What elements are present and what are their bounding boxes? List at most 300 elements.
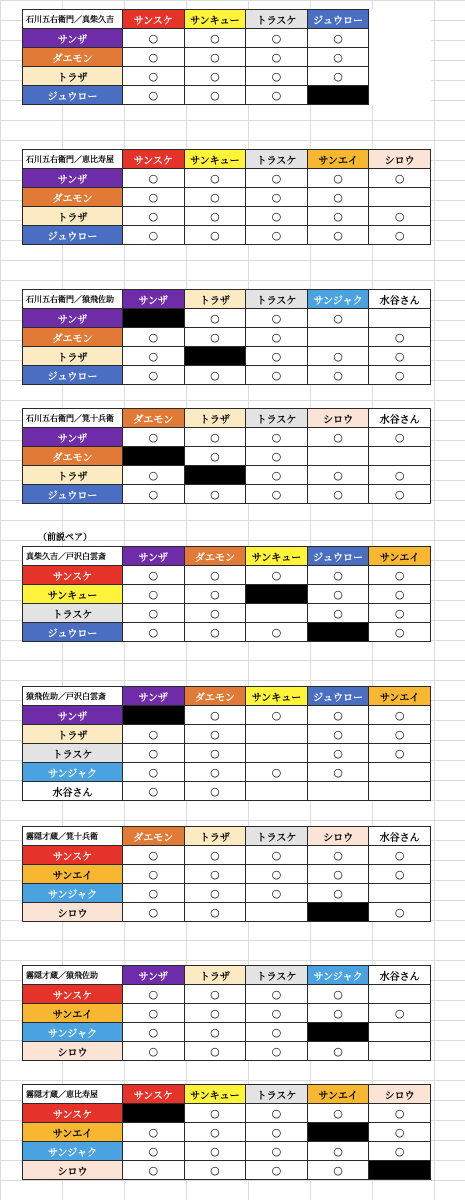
table-cell: ○ bbox=[246, 706, 308, 725]
row-header: 水谷さん bbox=[23, 782, 123, 801]
table-cell: ○ bbox=[123, 846, 185, 865]
table-row bbox=[23, 309, 431, 328]
table-title: 真柴久吉／戸沢白雲斎 bbox=[23, 547, 123, 566]
row-header: サンキュー bbox=[23, 585, 123, 604]
table-row bbox=[23, 328, 431, 347]
table-row bbox=[23, 169, 431, 188]
row-header: サンジャク bbox=[23, 1142, 123, 1161]
table-title: 石川五右衛門／恵比寿屋 bbox=[23, 150, 123, 169]
table-cell: ○ bbox=[123, 207, 185, 226]
table-cell: ○ bbox=[246, 447, 308, 466]
table-cell: ○ bbox=[307, 1104, 369, 1123]
row-header: ジュウロー bbox=[23, 485, 123, 504]
table-title: 石川五右衛門／猿飛佐助 bbox=[23, 290, 123, 309]
table-cell: ○ bbox=[123, 985, 185, 1004]
table-cell: ○ bbox=[307, 585, 369, 604]
row-header: トラザ bbox=[23, 67, 123, 86]
blocked-cell bbox=[184, 347, 246, 366]
table-block bbox=[22, 9, 431, 105]
column-header: サンジャク bbox=[307, 966, 369, 985]
table-row bbox=[23, 566, 431, 585]
row-header: シロウ bbox=[23, 1161, 123, 1180]
table-row bbox=[23, 884, 431, 903]
column-header: ジュウロー bbox=[307, 547, 369, 566]
table-cell: ○ bbox=[246, 169, 308, 188]
table-cell: ○ bbox=[184, 309, 246, 328]
table-row bbox=[23, 1023, 431, 1042]
column-header: トラスケ bbox=[246, 290, 308, 309]
row-header: サンジャク bbox=[23, 884, 123, 903]
column-header: サンスケ bbox=[123, 10, 185, 29]
column-header: サンザ bbox=[123, 966, 185, 985]
table-cell: ○ bbox=[369, 623, 431, 642]
column-header: ジュウロー bbox=[307, 10, 369, 29]
table-cell: ○ bbox=[246, 566, 308, 585]
table-row bbox=[23, 1104, 431, 1123]
table-title: 霧隠才蔵／筧十兵衛 bbox=[23, 827, 123, 846]
table-cell: ○ bbox=[123, 428, 185, 447]
table-cell: ○ bbox=[123, 366, 185, 385]
table-cell: ○ bbox=[369, 485, 431, 504]
table-row bbox=[23, 903, 431, 922]
table-title: 霧隠才蔵／恵比寿屋 bbox=[23, 1085, 123, 1104]
table-cell: ○ bbox=[246, 188, 308, 207]
table-cell: ○ bbox=[307, 169, 369, 188]
table-cell: ○ bbox=[123, 1004, 185, 1023]
table-row bbox=[23, 466, 431, 485]
table-cell bbox=[369, 985, 431, 1004]
assignment-table bbox=[22, 289, 431, 385]
table-cell: ○ bbox=[307, 1161, 369, 1180]
column-header: トラスケ bbox=[246, 1085, 308, 1104]
table-cell: ○ bbox=[184, 1023, 246, 1042]
table-block bbox=[22, 289, 431, 385]
table-cell: ○ bbox=[184, 67, 246, 86]
table-cell: ○ bbox=[307, 985, 369, 1004]
blocked-cell bbox=[184, 466, 246, 485]
table-cell bbox=[369, 188, 431, 207]
table-cell: ○ bbox=[369, 1104, 431, 1123]
table-row bbox=[23, 67, 431, 86]
column-header: サンキュー bbox=[184, 1085, 246, 1104]
column-header: 水谷さん bbox=[369, 290, 431, 309]
assignment-table bbox=[22, 826, 431, 922]
column-header: サンエイ bbox=[369, 547, 431, 566]
table-cell bbox=[369, 782, 431, 801]
row-header: サンジャク bbox=[23, 763, 123, 782]
table-cell: ○ bbox=[123, 328, 185, 347]
table-cell: ○ bbox=[123, 884, 185, 903]
table-row bbox=[23, 706, 431, 725]
row-header: ジュウロー bbox=[23, 366, 123, 385]
table-row bbox=[23, 1123, 431, 1142]
table-cell: ○ bbox=[123, 347, 185, 366]
table-cell: ○ bbox=[184, 865, 246, 884]
table-cell: ○ bbox=[246, 366, 308, 385]
table-cell: ○ bbox=[246, 1023, 308, 1042]
table-cell: ○ bbox=[307, 846, 369, 865]
table-cell: ○ bbox=[369, 1142, 431, 1161]
row-header: シロウ bbox=[23, 903, 123, 922]
table-cell: ○ bbox=[184, 566, 246, 585]
table-cell: ○ bbox=[307, 188, 369, 207]
row-header: サンザ bbox=[23, 169, 123, 188]
table-cell: ○ bbox=[123, 1161, 185, 1180]
table-block bbox=[22, 826, 431, 922]
table-cell: ○ bbox=[184, 1142, 246, 1161]
row-header: トラザ bbox=[23, 207, 123, 226]
row-header: サンスケ bbox=[23, 566, 123, 585]
table-row bbox=[23, 428, 431, 447]
table-cell: ○ bbox=[307, 207, 369, 226]
table-cell: ○ bbox=[369, 1004, 431, 1023]
table-cell: ○ bbox=[184, 884, 246, 903]
table-cell: ○ bbox=[184, 1104, 246, 1123]
blocked-cell bbox=[246, 585, 308, 604]
table-cell: ○ bbox=[184, 985, 246, 1004]
table-cell: ○ bbox=[123, 1042, 185, 1061]
column-header: サンキュー bbox=[184, 10, 246, 29]
row-header: トラザ bbox=[23, 347, 123, 366]
table-header-row bbox=[23, 827, 431, 846]
table-cell: ○ bbox=[123, 67, 185, 86]
table-cell: ○ bbox=[246, 466, 308, 485]
blocked-cell bbox=[123, 309, 185, 328]
table-row bbox=[23, 347, 431, 366]
row-header: サンザ bbox=[23, 706, 123, 725]
table-header-row bbox=[23, 1085, 431, 1104]
row-header: サンジャク bbox=[23, 1023, 123, 1042]
table-cell: ○ bbox=[307, 67, 369, 86]
table-cell: ○ bbox=[369, 169, 431, 188]
blocked-cell bbox=[123, 1104, 185, 1123]
column-header: トラスケ bbox=[246, 966, 308, 985]
blocked-cell bbox=[307, 623, 369, 642]
table-cell: ○ bbox=[184, 846, 246, 865]
table-row bbox=[23, 865, 431, 884]
assignment-table bbox=[22, 965, 431, 1061]
table-header-row bbox=[23, 150, 431, 169]
table-row bbox=[23, 1161, 431, 1180]
column-header: サンキュー bbox=[246, 547, 308, 566]
table-cell: ○ bbox=[246, 623, 308, 642]
assignment-table bbox=[22, 546, 431, 642]
table-cell: ○ bbox=[307, 566, 369, 585]
table-header-row bbox=[23, 290, 431, 309]
table-cell: ○ bbox=[184, 366, 246, 385]
table-cell: ○ bbox=[184, 169, 246, 188]
row-header: サンザ bbox=[23, 29, 123, 48]
row-header: サンザ bbox=[23, 428, 123, 447]
table-row bbox=[23, 29, 431, 48]
table-cell: ○ bbox=[184, 725, 246, 744]
table-cell: ○ bbox=[307, 366, 369, 385]
table-cell: ○ bbox=[123, 86, 185, 105]
table-cell: ○ bbox=[123, 29, 185, 48]
row-header: サンザ bbox=[23, 309, 123, 328]
table-cell: ○ bbox=[369, 903, 431, 922]
column-header: シロウ bbox=[369, 150, 431, 169]
table-cell: ○ bbox=[246, 763, 308, 782]
table-cell: ○ bbox=[307, 763, 369, 782]
table-cell: ○ bbox=[184, 226, 246, 245]
column-header: トラスケ bbox=[246, 409, 308, 428]
row-header: トラザ bbox=[23, 725, 123, 744]
table-cell: ○ bbox=[246, 29, 308, 48]
table-cell bbox=[369, 447, 431, 466]
table-cell: ○ bbox=[369, 566, 431, 585]
table-row bbox=[23, 1004, 431, 1023]
table-row bbox=[23, 623, 431, 642]
table-cell: ○ bbox=[184, 328, 246, 347]
table-cell bbox=[369, 1042, 431, 1061]
table-cell: ○ bbox=[307, 1142, 369, 1161]
table-row bbox=[23, 1042, 431, 1061]
table-cell: ○ bbox=[246, 985, 308, 1004]
table-cell: ○ bbox=[123, 485, 185, 504]
table-cell: ○ bbox=[369, 846, 431, 865]
table-row bbox=[23, 725, 431, 744]
table-cell: ○ bbox=[307, 309, 369, 328]
table-cell: ○ bbox=[369, 328, 431, 347]
column-header: 水谷さん bbox=[369, 409, 431, 428]
row-header: ダエモン bbox=[23, 328, 123, 347]
table-cell: ○ bbox=[369, 706, 431, 725]
table-cell: ○ bbox=[307, 744, 369, 763]
table-cell: ○ bbox=[246, 884, 308, 903]
column-header: シロウ bbox=[307, 827, 369, 846]
column-header: ダエモン bbox=[123, 409, 185, 428]
table-cell: ○ bbox=[246, 485, 308, 504]
table-cell: ○ bbox=[307, 347, 369, 366]
table-cell: ○ bbox=[123, 466, 185, 485]
table-cell: ○ bbox=[246, 1123, 308, 1142]
table-row bbox=[23, 1142, 431, 1161]
row-header: サンスケ bbox=[23, 846, 123, 865]
row-header: トラスケ bbox=[23, 604, 123, 623]
table-cell: ○ bbox=[369, 1123, 431, 1142]
table-row bbox=[23, 86, 431, 105]
column-header: トラスケ bbox=[246, 150, 308, 169]
table-cell: ○ bbox=[246, 428, 308, 447]
row-header: サンエイ bbox=[23, 1123, 123, 1142]
blocked-cell bbox=[307, 1023, 369, 1042]
table-block bbox=[22, 408, 431, 504]
table-cell: ○ bbox=[307, 865, 369, 884]
table-cell: ○ bbox=[184, 29, 246, 48]
table-cell: ○ bbox=[123, 782, 185, 801]
table-cell: ○ bbox=[184, 585, 246, 604]
table-cell: ○ bbox=[184, 1042, 246, 1061]
column-header: サンザ bbox=[123, 547, 185, 566]
table-cell: ○ bbox=[184, 1004, 246, 1023]
table-header-row bbox=[23, 687, 431, 706]
column-header: 水谷さん bbox=[369, 827, 431, 846]
row-header: ダエモン bbox=[23, 188, 123, 207]
table-cell: ○ bbox=[369, 865, 431, 884]
table-cell: ○ bbox=[369, 207, 431, 226]
table-cell bbox=[246, 903, 308, 922]
table-row bbox=[23, 207, 431, 226]
table-cell: ○ bbox=[184, 763, 246, 782]
table-row bbox=[23, 846, 431, 865]
row-header: ダエモン bbox=[23, 447, 123, 466]
table-cell: ○ bbox=[184, 1123, 246, 1142]
table-cell: ○ bbox=[123, 226, 185, 245]
table-cell: ○ bbox=[246, 865, 308, 884]
table-cell: ○ bbox=[184, 782, 246, 801]
column-header: ダエモン bbox=[123, 827, 185, 846]
table-cell: ○ bbox=[369, 466, 431, 485]
table-cell bbox=[246, 725, 308, 744]
table-cell: ○ bbox=[123, 169, 185, 188]
column-header: トラザ bbox=[184, 827, 246, 846]
table-cell: ○ bbox=[184, 48, 246, 67]
table-cell bbox=[246, 744, 308, 763]
column-header: サンザ bbox=[123, 290, 185, 309]
table-row bbox=[23, 447, 431, 466]
row-header: サンエイ bbox=[23, 1004, 123, 1023]
table-row bbox=[23, 985, 431, 1004]
column-header: トラザ bbox=[184, 966, 246, 985]
column-header: シロウ bbox=[307, 409, 369, 428]
table-cell: ○ bbox=[123, 1142, 185, 1161]
table-title: 石川五右衛門／筧十兵衛 bbox=[23, 409, 123, 428]
table-cell: ○ bbox=[307, 29, 369, 48]
table-cell bbox=[369, 763, 431, 782]
table-cell: ○ bbox=[246, 347, 308, 366]
table-cell: ○ bbox=[307, 428, 369, 447]
table-cell: ○ bbox=[184, 86, 246, 105]
table-row bbox=[23, 366, 431, 385]
table-header-row bbox=[23, 966, 431, 985]
table-cell: ○ bbox=[369, 366, 431, 385]
table-cell: ○ bbox=[184, 744, 246, 763]
table-cell: ○ bbox=[369, 428, 431, 447]
column-header: サンザ bbox=[123, 687, 185, 706]
table-cell: ○ bbox=[307, 1042, 369, 1061]
table-cell bbox=[307, 328, 369, 347]
column-header: サンキュー bbox=[184, 150, 246, 169]
table-cell: ○ bbox=[369, 604, 431, 623]
assignment-table bbox=[22, 408, 431, 504]
table-cell: ○ bbox=[246, 67, 308, 86]
table-cell: ○ bbox=[123, 1123, 185, 1142]
table-block bbox=[22, 149, 431, 245]
table-cell: ○ bbox=[307, 485, 369, 504]
table-cell bbox=[246, 782, 308, 801]
column-header: トラザ bbox=[184, 290, 246, 309]
table-cell: ○ bbox=[184, 428, 246, 447]
column-header: トラスケ bbox=[246, 827, 308, 846]
table-cell: ○ bbox=[246, 226, 308, 245]
table-cell bbox=[369, 884, 431, 903]
table-cell: ○ bbox=[123, 566, 185, 585]
column-header: 水谷さん bbox=[369, 966, 431, 985]
table-cell: ○ bbox=[184, 207, 246, 226]
table-cell: ○ bbox=[369, 226, 431, 245]
table-cell: ○ bbox=[369, 347, 431, 366]
column-header: トラスケ bbox=[246, 10, 308, 29]
table-cell: ○ bbox=[369, 725, 431, 744]
row-header: サンスケ bbox=[23, 985, 123, 1004]
table-cell: ○ bbox=[307, 48, 369, 67]
table-cell: ○ bbox=[184, 485, 246, 504]
table-cell: ○ bbox=[246, 328, 308, 347]
table-cell bbox=[307, 782, 369, 801]
table-cell: ○ bbox=[307, 1004, 369, 1023]
row-header: ジュウロー bbox=[23, 623, 123, 642]
table-cell: ○ bbox=[123, 1023, 185, 1042]
table-cell: ○ bbox=[369, 744, 431, 763]
column-header: サンキュー bbox=[246, 687, 308, 706]
table-cell: ○ bbox=[369, 585, 431, 604]
column-header: ダエモン bbox=[184, 547, 246, 566]
table-header-row bbox=[23, 547, 431, 566]
table-title: 猿飛佐助／戸沢白雲斎 bbox=[23, 687, 123, 706]
pre-show-note: （前説ペア） bbox=[38, 533, 93, 543]
table-cell: ○ bbox=[123, 744, 185, 763]
table-cell: ○ bbox=[123, 188, 185, 207]
blocked-cell bbox=[123, 447, 185, 466]
table-cell: ○ bbox=[123, 604, 185, 623]
column-header: ダエモン bbox=[184, 687, 246, 706]
row-header: サンスケ bbox=[23, 1104, 123, 1123]
table-cell bbox=[369, 309, 431, 328]
row-header: トラザ bbox=[23, 466, 123, 485]
table-row bbox=[23, 604, 431, 623]
table-cell: ○ bbox=[246, 1142, 308, 1161]
table-header-row bbox=[23, 409, 431, 428]
table-cell: ○ bbox=[246, 1161, 308, 1180]
column-header: サンスケ bbox=[123, 150, 185, 169]
table-row bbox=[23, 763, 431, 782]
table-cell bbox=[369, 1023, 431, 1042]
table-cell: ○ bbox=[246, 846, 308, 865]
table-cell: ○ bbox=[246, 207, 308, 226]
row-header: ジュウロー bbox=[23, 86, 123, 105]
blocked-cell bbox=[307, 86, 369, 105]
table-cell: ○ bbox=[123, 903, 185, 922]
assignment-table bbox=[22, 1084, 431, 1180]
table-cell: ○ bbox=[123, 48, 185, 67]
column-header: サンジャク bbox=[307, 290, 369, 309]
row-header: トラスケ bbox=[23, 744, 123, 763]
table-cell: ○ bbox=[307, 226, 369, 245]
assignment-table bbox=[22, 686, 431, 801]
table-cell bbox=[246, 604, 308, 623]
table-header-row bbox=[23, 10, 431, 29]
table-row bbox=[23, 48, 431, 67]
table-cell: ○ bbox=[246, 86, 308, 105]
column-header: トラザ bbox=[184, 409, 246, 428]
table-block bbox=[22, 965, 431, 1061]
table-block bbox=[22, 1084, 431, 1180]
table-cell: ○ bbox=[184, 903, 246, 922]
table-row bbox=[23, 485, 431, 504]
table-block bbox=[22, 546, 431, 642]
table-cell: ○ bbox=[184, 623, 246, 642]
table-cell: ○ bbox=[307, 604, 369, 623]
table-cell: ○ bbox=[246, 1104, 308, 1123]
assignment-table bbox=[22, 9, 431, 105]
table-cell: ○ bbox=[184, 706, 246, 725]
table-cell bbox=[307, 447, 369, 466]
table-cell: ○ bbox=[123, 763, 185, 782]
table-row bbox=[23, 744, 431, 763]
column-header: シロウ bbox=[369, 1085, 431, 1104]
table-row bbox=[23, 188, 431, 207]
